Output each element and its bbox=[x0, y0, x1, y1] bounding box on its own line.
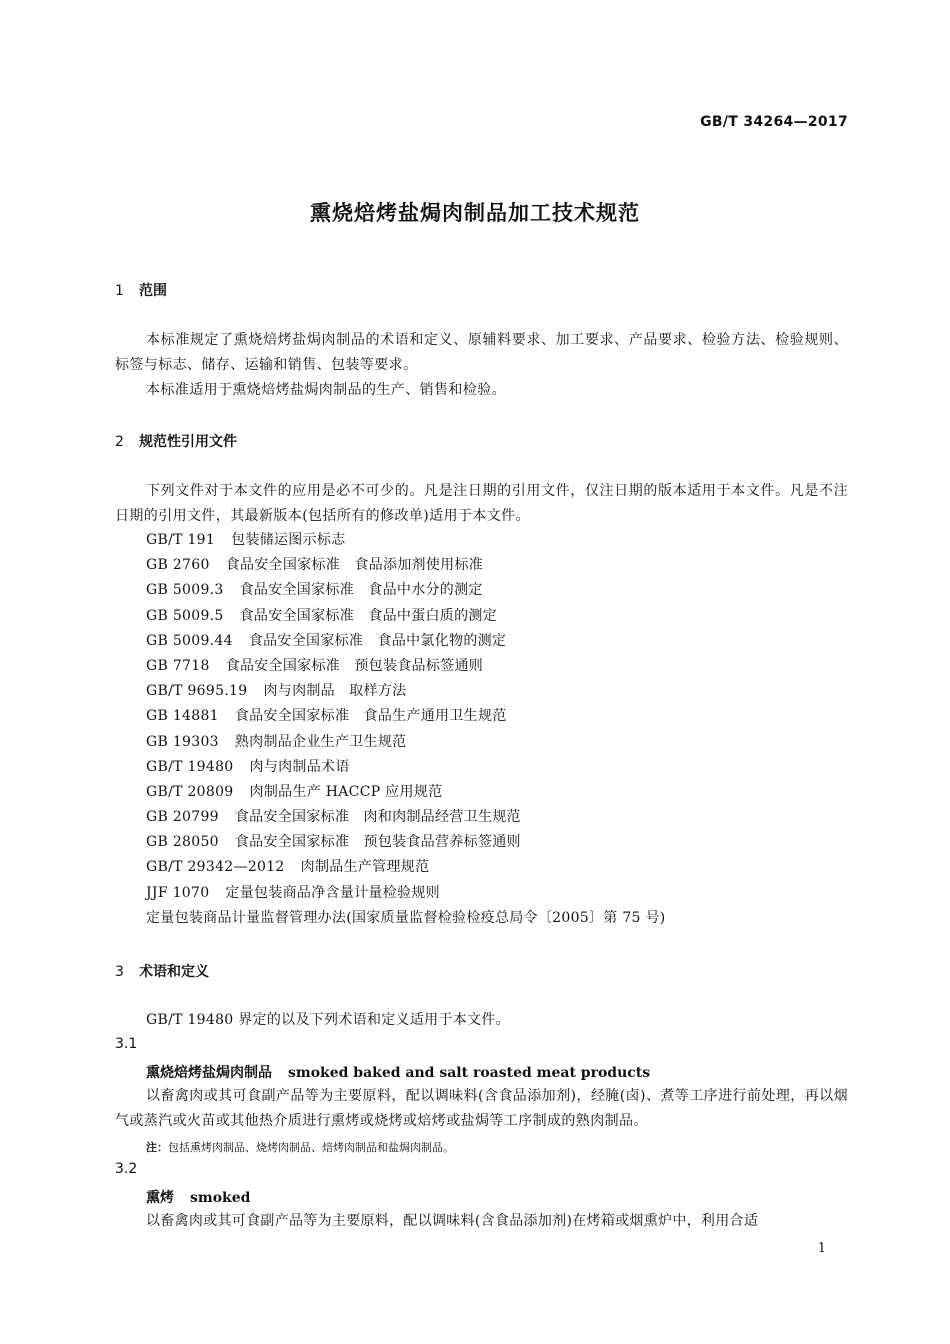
note-text: 包括熏烤肉制品、烧烤肉制品、焙烤肉制品和盐焗肉制品。 bbox=[168, 1141, 454, 1154]
reference-code: GB/T 19480 bbox=[146, 758, 234, 775]
reference-item bbox=[146, 881, 666, 906]
reference-item bbox=[146, 730, 666, 755]
reference-code: GB 7718 bbox=[146, 657, 210, 674]
reference-title: 包装储运图示标志 bbox=[231, 532, 346, 548]
reference-item bbox=[146, 654, 666, 679]
reference-code: GB 28050 bbox=[146, 834, 219, 851]
reference-title: 肉制品生产管理规范 bbox=[300, 859, 430, 876]
reference-title: 肉制品生产 HACCP 应用规范 bbox=[249, 783, 443, 800]
reference-item bbox=[146, 805, 666, 830]
term-chinese: 熏烤 bbox=[146, 1190, 174, 1206]
term-number: 3.2 bbox=[115, 1161, 138, 1177]
reference-title: 食品安全国家标准 食品中水分的测定 bbox=[239, 582, 483, 599]
reference-item bbox=[146, 780, 666, 805]
reference-title: 食品安全国家标准 预包装食品标签通则 bbox=[225, 657, 484, 674]
reference-item bbox=[146, 528, 666, 553]
reference-code: GB 2760 bbox=[146, 557, 210, 574]
reference-item bbox=[146, 553, 666, 578]
term-definition: 以畜禽肉或其可食副产品等为主要原料，配以调味料(含食品添加剂)，经腌(卤)、煮等工序进行前处理，再以烟气或蒸汽或火苗或其他热介质进行熏烤或烧烤或焙烤或盐焗等工序制成的熟肉制品。 bbox=[115, 1088, 848, 1129]
reference-item bbox=[146, 906, 666, 931]
section-title: 术语和定义 bbox=[139, 964, 209, 980]
section-number: 1 bbox=[115, 283, 124, 299]
reference-code: GB 19303 bbox=[146, 733, 219, 750]
reference-item bbox=[146, 604, 666, 629]
reference-code: GB 14881 bbox=[146, 708, 219, 725]
reference-item bbox=[146, 755, 666, 780]
section-3-intro: GB/T 19480 界定的以及下列术语和定义适用于本文件。 bbox=[146, 1012, 510, 1028]
reference-item bbox=[146, 704, 666, 729]
term-english: smoked baked and salt roasted meat products bbox=[288, 1065, 651, 1081]
reference-code: GB/T 9695.19 bbox=[146, 683, 248, 700]
reference-title: 定量包装商品计量监督管理办法(国家质量监督检验检疫总局令〔2005〕第 75 号) bbox=[146, 909, 666, 926]
reference-title: 食品安全国家标准 食品生产通用卫生规范 bbox=[234, 708, 507, 725]
reference-item bbox=[146, 629, 666, 654]
section-1-heading bbox=[115, 280, 167, 300]
reference-title: 食品安全国家标准 肉和肉制品经营卫生规范 bbox=[234, 809, 521, 826]
reference-title: 食品安全国家标准 食品中蛋白质的测定 bbox=[239, 607, 498, 624]
term-heading bbox=[146, 1062, 650, 1082]
reference-item bbox=[146, 830, 666, 855]
section-1-paragraph-1: 本标准规定了熏烧焙烤盐焗肉制品的术语和定义、原辅料要求、加工要求、产品要求、检验方法、检验规则、标签与标志、储存、运输和销售、包装等要求。 bbox=[115, 332, 848, 373]
reference-list bbox=[146, 528, 666, 931]
page-number: 1 bbox=[817, 1241, 826, 1256]
reference-code: GB 5009.5 bbox=[146, 607, 224, 624]
reference-title: 肉与肉制品 取样方法 bbox=[263, 683, 407, 700]
section-title: 规范性引用文件 bbox=[139, 434, 237, 450]
reference-title: 食品安全国家标准 食品添加剂使用标准 bbox=[225, 557, 484, 574]
reference-title: 肉与肉制品术语 bbox=[249, 758, 350, 775]
reference-code: GB 5009.3 bbox=[146, 582, 224, 599]
term-english: smoked bbox=[190, 1190, 251, 1206]
reference-title: 熟肉制品企业生产卫生规范 bbox=[234, 733, 407, 750]
reference-item bbox=[146, 855, 666, 880]
term-heading bbox=[146, 1187, 250, 1207]
section-3-heading bbox=[115, 961, 209, 981]
reference-code: JJF 1070 bbox=[146, 884, 210, 901]
term-definition: 以畜禽肉或其可食副产品等为主要原料，配以调味料(含食品添加剂)在烤箱或烟熏炉中，利用合适 bbox=[146, 1213, 759, 1229]
section-number: 2 bbox=[115, 434, 124, 450]
reference-title: 食品安全国家标准 预包装食品营养标签通则 bbox=[234, 834, 521, 851]
term-number: 3.1 bbox=[115, 1036, 138, 1052]
section-2-heading bbox=[115, 431, 237, 451]
term-note bbox=[146, 1139, 454, 1155]
reference-code: GB 5009.44 bbox=[146, 632, 233, 649]
reference-code: GB 20799 bbox=[146, 809, 219, 826]
note-label: 注： bbox=[146, 1141, 168, 1154]
term-chinese: 熏烧焙烤盐焗肉制品 bbox=[146, 1065, 272, 1081]
section-title: 范围 bbox=[139, 283, 167, 299]
reference-item bbox=[146, 679, 666, 704]
document-title: 熏烧焙烤盐焗肉制品加工技术规范 bbox=[310, 201, 640, 225]
reference-code: GB/T 191 bbox=[146, 532, 216, 548]
section-number: 3 bbox=[115, 964, 124, 980]
reference-title: 食品安全国家标准 食品中氯化物的测定 bbox=[248, 632, 507, 649]
reference-code: GB/T 29342—2012 bbox=[146, 859, 285, 876]
reference-title: 定量包装商品净含量计量检验规则 bbox=[225, 884, 440, 901]
section-1-paragraph-2: 本标准适用于熏烧焙烤盐焗肉制品的生产、销售和检验。 bbox=[146, 382, 506, 398]
standard-code: GB/T 34264—2017 bbox=[700, 114, 848, 130]
reference-code: GB/T 20809 bbox=[146, 783, 234, 800]
reference-item bbox=[146, 578, 666, 603]
section-2-intro: 下列文件对于本文件的应用是必不可少的。凡是注日期的引用文件，仅注日期的版本适用于本文件。凡是不注日期的引用文件，其最新版本(包括所有的修改单)适用于本文件。 bbox=[115, 483, 848, 524]
